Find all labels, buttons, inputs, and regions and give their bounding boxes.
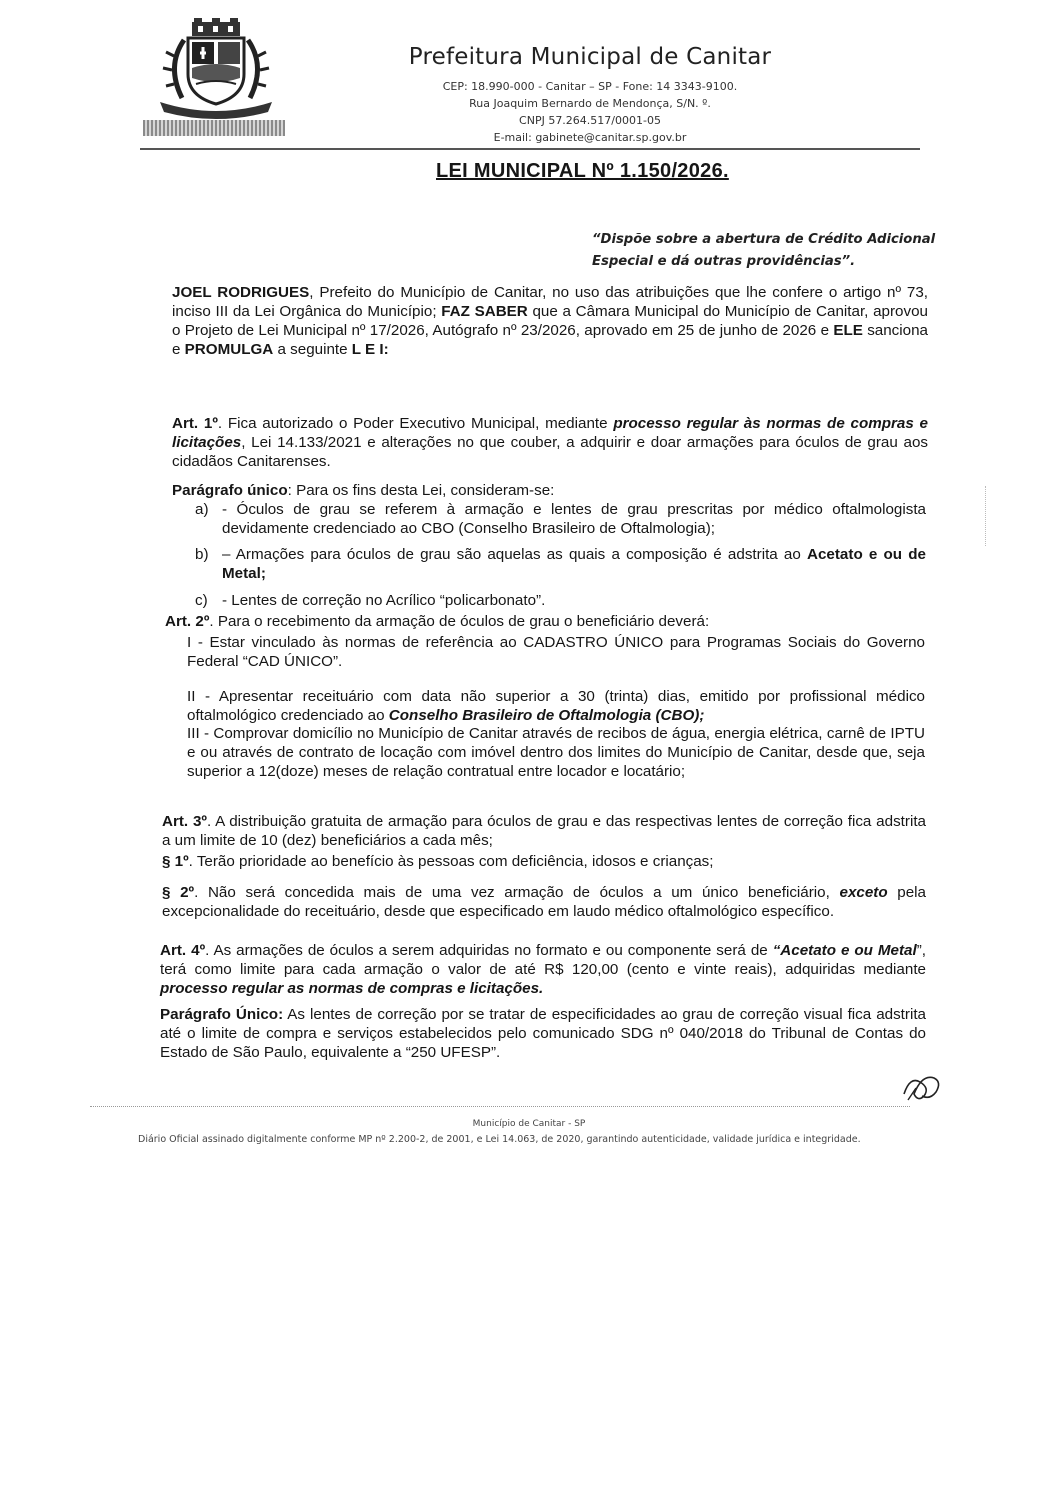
handwritten-initials <box>900 1066 944 1106</box>
paragrafo-label: Parágrafo único <box>172 482 288 499</box>
preamble <box>172 283 928 359</box>
margin-mark <box>985 486 987 546</box>
art1-label: Art. 1º <box>172 415 218 432</box>
promulga: PROMULGA <box>184 341 274 358</box>
item-b-bold: Acetato e ou de Metal; <box>222 546 926 582</box>
art3-paragraph-1 <box>162 852 926 871</box>
item-c-marker: c) <box>195 592 208 609</box>
municipal-coat-of-arms <box>152 16 280 120</box>
art4-emphasis-2: processo regular as normas de compras e licitações. <box>160 980 544 997</box>
item-b-text: – Armações para óculos de grau são aquelas as quais a composição é adstrita ao <box>222 546 808 563</box>
art4-text-1: . As armações de óculos a serem adquiridas no formato e ou componente será de <box>205 942 773 959</box>
art1-text-2: , Lei 14.133/2021 e alterações no que couber, a adquirir e doar armações para óculos de grau aos cidadãos Canitarenses. <box>172 434 928 470</box>
art4-label: Art. 4º <box>160 942 206 959</box>
preamble-text-4: a seguinte <box>273 341 352 358</box>
art3-p2-text-1: . Não será concedida mais de uma vez armação de óculos a um único beneficiário, <box>194 884 840 901</box>
art2-inciso-ii <box>187 687 925 725</box>
art2-text: . Para o recebimento da armação de óculos de grau o beneficiário deverá: <box>209 613 710 630</box>
faz-saber: FAZ SABER <box>441 303 528 320</box>
ementa <box>592 229 942 273</box>
article-4 <box>160 941 926 998</box>
mayor-name: JOEL RODRIGUES <box>172 284 310 301</box>
footer-municipio: Município de Canitar - SP <box>472 1119 586 1129</box>
ele: ELE <box>833 322 863 339</box>
lei-word: L E I: <box>351 341 389 358</box>
paragrafo-text: : Para os fins desta Lei, consideram-se: <box>287 482 555 499</box>
ementa-line-2: Especial e dá outras providências”. <box>592 254 856 269</box>
art2-inciso-i: I - Estar vinculado às normas de referência ao CADASTRO ÚNICO para Programas Sociais do Governo Federal “CAD ÚNICO”. <box>187 634 925 670</box>
art2-inciso-iii: III - Comprovar domicílio no Município de Canitar através de recibos de água, energia elétrica, carnê de IPTU e ou através de contrato de locação com imóvel dentro dos limites do Município de Canitar, desde que, seja superior a 12(doze) meses de relação contratual entre locador e locatário; <box>187 725 925 780</box>
art4-emphasis-1: “Acetato e ou Metal <box>772 942 917 959</box>
art3-p2-text-2: pela excepcionalidade do receituário, desde que especificado em laudo médico oftalmológico específico. <box>162 884 926 920</box>
art4-pu-label: Parágrafo Único: <box>160 1006 284 1023</box>
ementa-line-1: “Dispõe sobre a abertura de Crédito Adicional <box>592 232 936 247</box>
art3-p1-text: . Terão prioridade ao benefício às pessoas com deficiência, idosos e crianças; <box>188 853 714 870</box>
cnpj-line: CNPJ 57.264.517/0001-05 <box>519 114 661 127</box>
art3-paragraph-2 <box>162 883 926 921</box>
article-2 <box>165 612 925 631</box>
cep-phone-line: CEP: 18.990-000 - Canitar – SP - Fone: 14 3343-9100. <box>442 80 738 93</box>
article-3 <box>162 812 926 850</box>
header-divider <box>140 148 920 150</box>
art3-p1-label: § 1º <box>162 853 189 870</box>
preamble-text-3: sanciona e <box>172 322 928 358</box>
art2-label: Art. 2º <box>165 613 210 630</box>
art2-inciso-ii-emphasis: Conselho Brasileiro de Oftalmologia (CBO); <box>388 707 705 724</box>
address-line: Rua Joaquim Bernardo de Mendonça, S/N. º. <box>469 97 711 110</box>
item-a-text: - Óculos de grau se referem à armação e lentes de grau prescritas por médico oftalmologista devidamente credenciado ao CBO (Conselho Brasileiro de Oftalmologia); <box>222 501 926 537</box>
art1-text-1: . Fica autorizado o Poder Executivo Municipal, mediante <box>217 415 614 432</box>
preamble-text-2: que a Câmara Municipal do Município de Canitar, aprovou o Projeto de Lei Municipal nº 17/2026, Autógrafo nº 23/2026, aprovado em 25 de junho de 2026 e <box>172 303 928 339</box>
art4-pu-text: As lentes de correção por se tratar de especificidades ao grau de correção visual fica adstrita até o limite de compra e serviços estabelecidos pelo comunicado SDG nº 040/2018 do Tribunal de Contas do Estado de São Paulo, equivalente a “250 UFESP”. <box>160 1006 926 1061</box>
art4-text-2: ”, terá como limite para cada armação o valor de até R$ 120,00 (cento e vinte reais), adquiridas mediante <box>160 942 926 978</box>
email-line: E-mail: gabinete@canitar.sp.gov.br <box>493 131 687 144</box>
footer-diario-oficial: Diário Oficial assinado digitalmente conforme MP nº 2.200-2, de 2001, e Lei 14.063, de 2020, garantindo autenticidade, validade jurídica e integridade. <box>138 1134 861 1145</box>
art1-emphasis: processo regular às normas de compras e licitações <box>172 415 928 451</box>
letterhead <box>380 44 800 146</box>
preamble-text-1: , Prefeito do Município de Canitar, no uso das atribuições que lhe confere o artigo nº 73, inciso III da Lei Orgânica do Município; <box>172 284 928 320</box>
art3-p2-label: § 2º <box>162 884 195 901</box>
crest-motto-strip <box>143 120 285 136</box>
article-1 <box>172 414 928 471</box>
footer-divider <box>90 1106 910 1107</box>
item-c-text: - Lentes de correção no Acrílico “policarbonato”. <box>222 592 546 609</box>
art4-paragrafo-unico <box>160 1005 926 1062</box>
item-a-marker: a) <box>195 501 209 518</box>
paragrafo-unico-1 <box>172 481 928 500</box>
art2-inciso-ii-text: II - Apresentar receituário com data não superior a 30 (trinta) dias, emitido por profissional médico oftalmológico credenciado ao <box>187 688 925 724</box>
item-b <box>222 545 926 583</box>
art3-text: . A distribuição gratuita de armação para óculos de grau e das respectivas lentes de correção fica adstrita a um limite de 10 (dez) beneficiários a cada mês; <box>162 813 926 849</box>
prefecture-name: Prefeitura Municipal de Canitar <box>408 44 772 70</box>
art3-label: Art. 3º <box>162 813 207 830</box>
art3-p2-emphasis: exceto <box>839 884 888 901</box>
law-title: LEI MUNICIPAL Nº 1.150/2026. <box>436 160 729 182</box>
item-b-marker: b) <box>195 546 209 563</box>
